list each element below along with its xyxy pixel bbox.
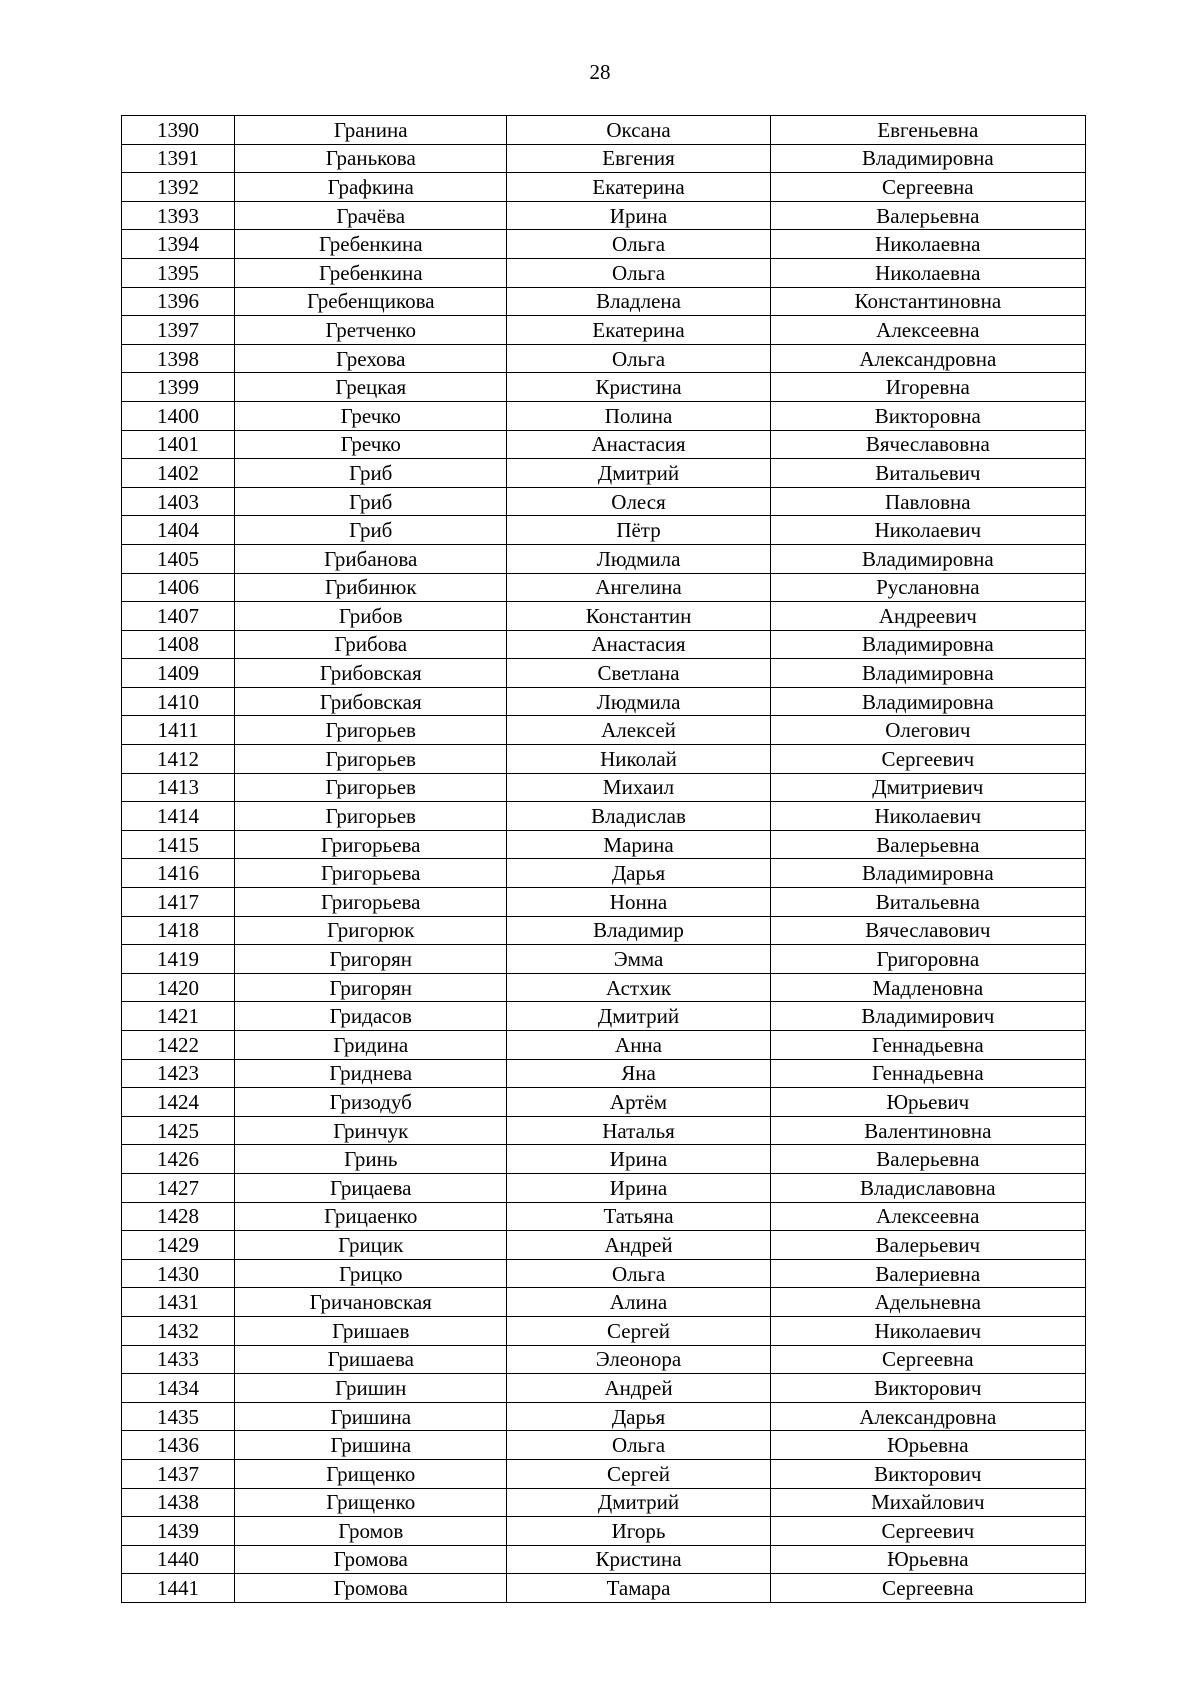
patronymic-cell: Юрьевна: [770, 1431, 1085, 1460]
first-name-cell: Марина: [507, 830, 770, 859]
surname-cell: Григорьева: [235, 859, 507, 888]
row-number-cell: 1407: [122, 602, 235, 631]
table-row: [122, 602, 1086, 631]
row-number-cell: 1395: [122, 258, 235, 287]
patronymic-cell: Владиславовна: [770, 1173, 1085, 1202]
row-number-cell: 1429: [122, 1231, 235, 1260]
first-name-cell: Ирина: [507, 1145, 770, 1174]
patronymic-cell: Алексеевна: [770, 316, 1085, 345]
first-name-cell: Астхик: [507, 973, 770, 1002]
first-name-cell: Светлана: [507, 659, 770, 688]
patronymic-cell: Владимировна: [770, 687, 1085, 716]
patronymic-cell: Олегович: [770, 716, 1085, 745]
row-number-cell: 1417: [122, 888, 235, 917]
row-number-cell: 1427: [122, 1173, 235, 1202]
surname-cell: Грибинюк: [235, 573, 507, 602]
first-name-cell: Ольга: [507, 258, 770, 287]
row-number-cell: 1412: [122, 745, 235, 774]
table-row: [122, 459, 1086, 488]
surname-cell: Грищенко: [235, 1488, 507, 1517]
surname-cell: Громов: [235, 1517, 507, 1546]
surname-cell: Гретченко: [235, 316, 507, 345]
patronymic-cell: Владимировна: [770, 630, 1085, 659]
patronymic-cell: Николаевич: [770, 802, 1085, 831]
table-row: [122, 1145, 1086, 1174]
patronymic-cell: Викторович: [770, 1459, 1085, 1488]
surname-cell: Гринь: [235, 1145, 507, 1174]
surname-cell: Гришаева: [235, 1345, 507, 1374]
patronymic-cell: Сергеевич: [770, 1517, 1085, 1546]
table-row: [122, 687, 1086, 716]
first-name-cell: Ирина: [507, 1173, 770, 1202]
first-name-cell: Константин: [507, 602, 770, 631]
table-row: [122, 344, 1086, 373]
table-row: [122, 888, 1086, 917]
patronymic-cell: Владимирович: [770, 1002, 1085, 1031]
row-number-cell: 1425: [122, 1116, 235, 1145]
row-number-cell: 1426: [122, 1145, 235, 1174]
first-name-cell: Олеся: [507, 487, 770, 516]
row-number-cell: 1409: [122, 659, 235, 688]
first-name-cell: Людмила: [507, 687, 770, 716]
row-number-cell: 1406: [122, 573, 235, 602]
patronymic-cell: Владимировна: [770, 859, 1085, 888]
patronymic-cell: Мадленовна: [770, 973, 1085, 1002]
table-row: [122, 573, 1086, 602]
row-number-cell: 1419: [122, 945, 235, 974]
first-name-cell: Элеонора: [507, 1345, 770, 1374]
surname-cell: Григорьев: [235, 802, 507, 831]
page-number: 28: [589, 60, 611, 84]
row-number-cell: 1390: [122, 116, 235, 145]
surname-cell: Грецкая: [235, 373, 507, 402]
table-row: [122, 1173, 1086, 1202]
table-row: [122, 1031, 1086, 1060]
surname-cell: Гришина: [235, 1431, 507, 1460]
patronymic-cell: Николаевич: [770, 1316, 1085, 1345]
first-name-cell: Игорь: [507, 1517, 770, 1546]
first-name-cell: Анна: [507, 1031, 770, 1060]
patronymic-cell: Вячеславовна: [770, 430, 1085, 459]
patronymic-cell: Михайлович: [770, 1488, 1085, 1517]
table-row: [122, 1345, 1086, 1374]
patronymic-cell: Адельневна: [770, 1288, 1085, 1317]
table-row: [122, 1002, 1086, 1031]
table-row: [122, 287, 1086, 316]
patronymic-cell: Вячеславович: [770, 916, 1085, 945]
surname-cell: Григорьев: [235, 716, 507, 745]
row-number-cell: 1414: [122, 802, 235, 831]
first-name-cell: Ольга: [507, 1259, 770, 1288]
surname-cell: Гриб: [235, 459, 507, 488]
table-row: [122, 1374, 1086, 1403]
roster-table-body: [122, 116, 1086, 1603]
row-number-cell: 1402: [122, 459, 235, 488]
patronymic-cell: Руслановна: [770, 573, 1085, 602]
patronymic-cell: Валерьевич: [770, 1231, 1085, 1260]
row-number-cell: 1437: [122, 1459, 235, 1488]
row-number-cell: 1394: [122, 230, 235, 259]
surname-cell: Григорян: [235, 945, 507, 974]
patronymic-cell: Юрьевна: [770, 1545, 1085, 1574]
row-number-cell: 1435: [122, 1402, 235, 1431]
surname-cell: Григорьева: [235, 888, 507, 917]
patronymic-cell: Евгеньевна: [770, 116, 1085, 145]
first-name-cell: Ольга: [507, 1431, 770, 1460]
surname-cell: Грачёва: [235, 201, 507, 230]
first-name-cell: Тамара: [507, 1574, 770, 1603]
surname-cell: Графкина: [235, 173, 507, 202]
first-name-cell: Сергей: [507, 1459, 770, 1488]
surname-cell: Григорьев: [235, 773, 507, 802]
row-number-cell: 1391: [122, 144, 235, 173]
row-number-cell: 1399: [122, 373, 235, 402]
patronymic-cell: Валентиновна: [770, 1116, 1085, 1145]
row-number-cell: 1420: [122, 973, 235, 1002]
surname-cell: Гришаев: [235, 1316, 507, 1345]
table-row: [122, 1574, 1086, 1603]
table-row: [122, 487, 1086, 516]
table-row: [122, 144, 1086, 173]
row-number-cell: 1392: [122, 173, 235, 202]
patronymic-cell: Николаевна: [770, 230, 1085, 259]
surname-cell: Грищенко: [235, 1459, 507, 1488]
first-name-cell: Людмила: [507, 544, 770, 573]
first-name-cell: Пётр: [507, 516, 770, 545]
surname-cell: Гребенкина: [235, 258, 507, 287]
first-name-cell: Наталья: [507, 1116, 770, 1145]
table-row: [122, 745, 1086, 774]
first-name-cell: Оксана: [507, 116, 770, 145]
patronymic-cell: Валерьевна: [770, 1145, 1085, 1174]
surname-cell: Грехова: [235, 344, 507, 373]
first-name-cell: Михаил: [507, 773, 770, 802]
table-row: [122, 230, 1086, 259]
table-row: [122, 630, 1086, 659]
first-name-cell: Дмитрий: [507, 1488, 770, 1517]
table-row: [122, 1231, 1086, 1260]
table-row: [122, 1059, 1086, 1088]
table-row: [122, 116, 1086, 145]
patronymic-cell: Сергеевна: [770, 1345, 1085, 1374]
surname-cell: Гребенкина: [235, 230, 507, 259]
row-number-cell: 1423: [122, 1059, 235, 1088]
surname-cell: Гришина: [235, 1402, 507, 1431]
table-row: [122, 1517, 1086, 1546]
first-name-cell: Эмма: [507, 945, 770, 974]
patronymic-cell: Владимировна: [770, 144, 1085, 173]
patronymic-cell: Геннадьевна: [770, 1031, 1085, 1060]
roster-table: [121, 115, 1086, 1603]
surname-cell: Гречко: [235, 401, 507, 430]
surname-cell: Гриб: [235, 516, 507, 545]
patronymic-cell: Викторович: [770, 1374, 1085, 1403]
table-row: [122, 1088, 1086, 1117]
patronymic-cell: Александровна: [770, 1402, 1085, 1431]
patronymic-cell: Игоревна: [770, 373, 1085, 402]
row-number-cell: 1410: [122, 687, 235, 716]
row-number-cell: 1398: [122, 344, 235, 373]
surname-cell: Громова: [235, 1545, 507, 1574]
table-row: [122, 945, 1086, 974]
first-name-cell: Алексей: [507, 716, 770, 745]
patronymic-cell: Владимировна: [770, 659, 1085, 688]
table-row: [122, 916, 1086, 945]
table-row: [122, 430, 1086, 459]
row-number-cell: 1422: [122, 1031, 235, 1060]
first-name-cell: Владислав: [507, 802, 770, 831]
row-number-cell: 1413: [122, 773, 235, 802]
row-number-cell: 1418: [122, 916, 235, 945]
first-name-cell: Владлена: [507, 287, 770, 316]
surname-cell: Григорюк: [235, 916, 507, 945]
table-row: [122, 830, 1086, 859]
row-number-cell: 1404: [122, 516, 235, 545]
patronymic-cell: Сергеевич: [770, 745, 1085, 774]
first-name-cell: Кристина: [507, 1545, 770, 1574]
row-number-cell: 1397: [122, 316, 235, 345]
patronymic-cell: Валерьевна: [770, 830, 1085, 859]
patronymic-cell: Алексеевна: [770, 1202, 1085, 1231]
surname-cell: Гридина: [235, 1031, 507, 1060]
table-row: [122, 1259, 1086, 1288]
first-name-cell: Сергей: [507, 1316, 770, 1345]
row-number-cell: 1400: [122, 401, 235, 430]
first-name-cell: Полина: [507, 401, 770, 430]
first-name-cell: Дарья: [507, 859, 770, 888]
row-number-cell: 1421: [122, 1002, 235, 1031]
table-row: [122, 258, 1086, 287]
first-name-cell: Анастасия: [507, 630, 770, 659]
first-name-cell: Татьяна: [507, 1202, 770, 1231]
first-name-cell: Дарья: [507, 1402, 770, 1431]
surname-cell: Гридасов: [235, 1002, 507, 1031]
surname-cell: Григорьева: [235, 830, 507, 859]
row-number-cell: 1408: [122, 630, 235, 659]
table-row: [122, 802, 1086, 831]
surname-cell: Гречко: [235, 430, 507, 459]
table-row: [122, 973, 1086, 1002]
patronymic-cell: Дмитриевич: [770, 773, 1085, 802]
table-row: [122, 1459, 1086, 1488]
first-name-cell: Андрей: [507, 1231, 770, 1260]
table-row: [122, 316, 1086, 345]
patronymic-cell: Александровна: [770, 344, 1085, 373]
surname-cell: Гриднева: [235, 1059, 507, 1088]
first-name-cell: Анастасия: [507, 430, 770, 459]
patronymic-cell: Витальевна: [770, 888, 1085, 917]
patronymic-cell: Витальевич: [770, 459, 1085, 488]
table-row: [122, 373, 1086, 402]
patronymic-cell: Геннадьевна: [770, 1059, 1085, 1088]
row-number-cell: 1401: [122, 430, 235, 459]
table-row: [122, 1316, 1086, 1345]
row-number-cell: 1432: [122, 1316, 235, 1345]
row-number-cell: 1424: [122, 1088, 235, 1117]
row-number-cell: 1431: [122, 1288, 235, 1317]
surname-cell: Гричановская: [235, 1288, 507, 1317]
table-row: [122, 716, 1086, 745]
table-row: [122, 1431, 1086, 1460]
row-number-cell: 1415: [122, 830, 235, 859]
row-number-cell: 1428: [122, 1202, 235, 1231]
row-number-cell: 1438: [122, 1488, 235, 1517]
surname-cell: Грибов: [235, 602, 507, 631]
table-row: [122, 1545, 1086, 1574]
row-number-cell: 1436: [122, 1431, 235, 1460]
table-row: [122, 173, 1086, 202]
surname-cell: Громова: [235, 1574, 507, 1603]
table-row: [122, 773, 1086, 802]
surname-cell: Грицаева: [235, 1173, 507, 1202]
surname-cell: Гранина: [235, 116, 507, 145]
row-number-cell: 1430: [122, 1259, 235, 1288]
first-name-cell: Дмитрий: [507, 1002, 770, 1031]
table-row: [122, 544, 1086, 573]
first-name-cell: Екатерина: [507, 316, 770, 345]
patronymic-cell: Андреевич: [770, 602, 1085, 631]
row-number-cell: 1439: [122, 1517, 235, 1546]
first-name-cell: Кристина: [507, 373, 770, 402]
row-number-cell: 1434: [122, 1374, 235, 1403]
surname-cell: Грицко: [235, 1259, 507, 1288]
surname-cell: Гринчук: [235, 1116, 507, 1145]
patronymic-cell: Валериевна: [770, 1259, 1085, 1288]
patronymic-cell: Константиновна: [770, 287, 1085, 316]
table-row: [122, 201, 1086, 230]
table-row: [122, 859, 1086, 888]
patronymic-cell: Сергеевна: [770, 1574, 1085, 1603]
row-number-cell: 1440: [122, 1545, 235, 1574]
row-number-cell: 1411: [122, 716, 235, 745]
table-row: [122, 1488, 1086, 1517]
first-name-cell: Дмитрий: [507, 459, 770, 488]
surname-cell: Грибанова: [235, 544, 507, 573]
first-name-cell: Артём: [507, 1088, 770, 1117]
surname-cell: Гранькова: [235, 144, 507, 173]
first-name-cell: Яна: [507, 1059, 770, 1088]
table-row: [122, 1402, 1086, 1431]
patronymic-cell: Сергеевна: [770, 173, 1085, 202]
table-row: [122, 516, 1086, 545]
surname-cell: Грибовская: [235, 659, 507, 688]
table-row: [122, 401, 1086, 430]
row-number-cell: 1393: [122, 201, 235, 230]
patronymic-cell: Владимировна: [770, 544, 1085, 573]
first-name-cell: Ирина: [507, 201, 770, 230]
patronymic-cell: Павловна: [770, 487, 1085, 516]
patronymic-cell: Николаевич: [770, 516, 1085, 545]
surname-cell: Грибова: [235, 630, 507, 659]
first-name-cell: Евгения: [507, 144, 770, 173]
first-name-cell: Владимир: [507, 916, 770, 945]
table-row: [122, 1288, 1086, 1317]
row-number-cell: 1403: [122, 487, 235, 516]
first-name-cell: Алина: [507, 1288, 770, 1317]
row-number-cell: 1396: [122, 287, 235, 316]
surname-cell: Григорян: [235, 973, 507, 1002]
patronymic-cell: Викторовна: [770, 401, 1085, 430]
first-name-cell: Нонна: [507, 888, 770, 917]
row-number-cell: 1441: [122, 1574, 235, 1603]
first-name-cell: Ангелина: [507, 573, 770, 602]
surname-cell: Гриб: [235, 487, 507, 516]
surname-cell: Гризодуб: [235, 1088, 507, 1117]
table-row: [122, 659, 1086, 688]
surname-cell: Грицик: [235, 1231, 507, 1260]
first-name-cell: Ольга: [507, 230, 770, 259]
table-row: [122, 1116, 1086, 1145]
first-name-cell: Ольга: [507, 344, 770, 373]
surname-cell: Гришин: [235, 1374, 507, 1403]
surname-cell: Гребенщикова: [235, 287, 507, 316]
surname-cell: Грицаенко: [235, 1202, 507, 1231]
patronymic-cell: Григоровна: [770, 945, 1085, 974]
patronymic-cell: Юрьевич: [770, 1088, 1085, 1117]
row-number-cell: 1416: [122, 859, 235, 888]
first-name-cell: Николай: [507, 745, 770, 774]
first-name-cell: Андрей: [507, 1374, 770, 1403]
table-row: [122, 1202, 1086, 1231]
patronymic-cell: Николаевна: [770, 258, 1085, 287]
patronymic-cell: Валерьевна: [770, 201, 1085, 230]
first-name-cell: Екатерина: [507, 173, 770, 202]
row-number-cell: 1405: [122, 544, 235, 573]
surname-cell: Грибовская: [235, 687, 507, 716]
row-number-cell: 1433: [122, 1345, 235, 1374]
surname-cell: Григорьев: [235, 745, 507, 774]
